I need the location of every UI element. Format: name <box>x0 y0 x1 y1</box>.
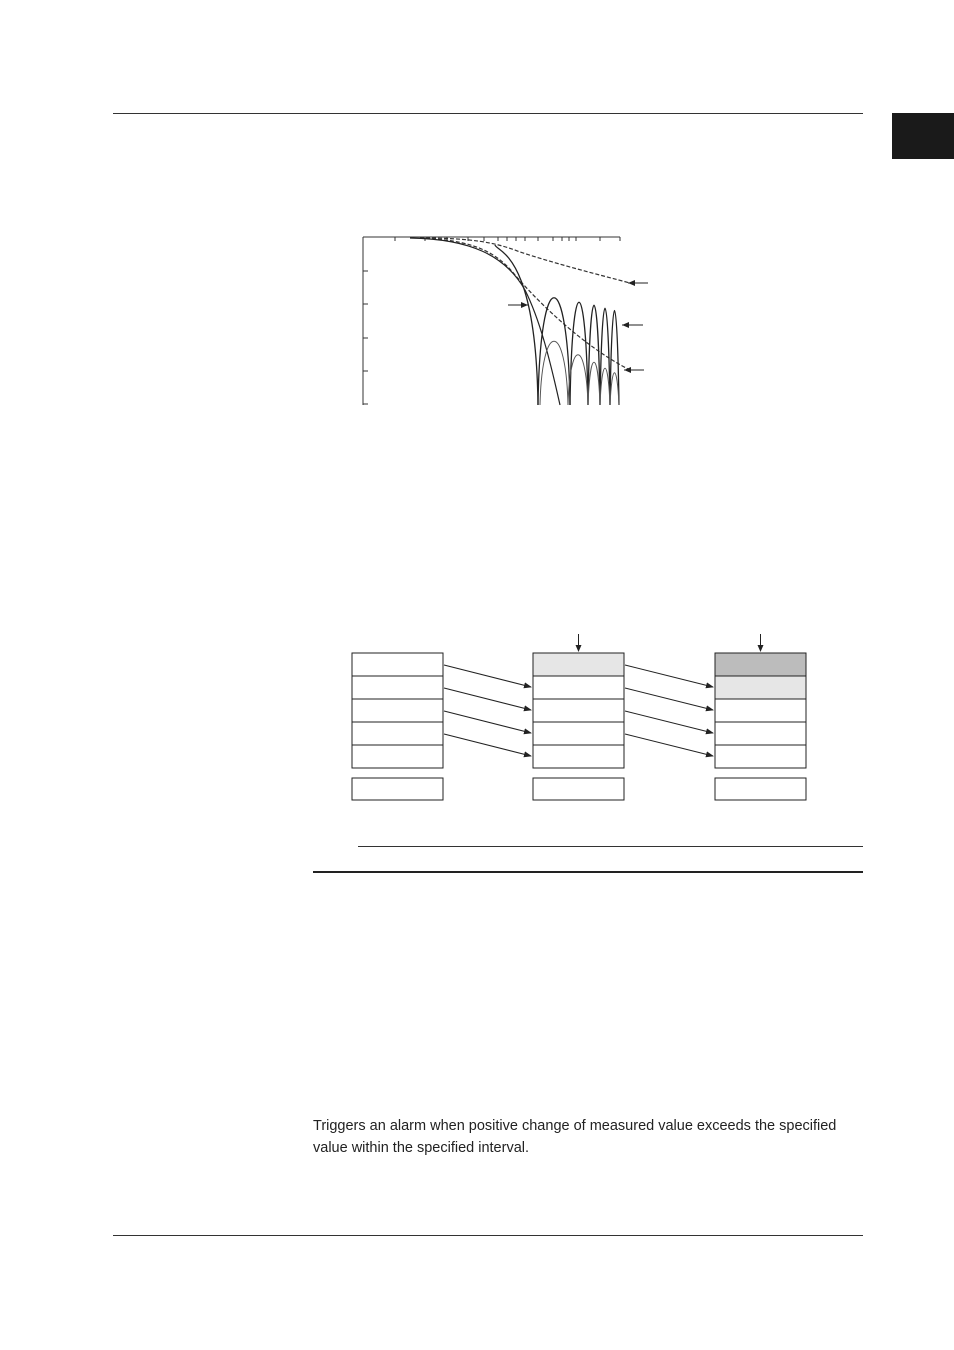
shift-arrow <box>444 711 531 733</box>
shift-arrow <box>625 665 713 687</box>
shift-arrow <box>625 734 713 756</box>
buffer-cell <box>715 676 806 699</box>
shift-arrow <box>444 688 531 710</box>
buffer-stage-2 <box>533 634 624 800</box>
buffer-cell <box>352 653 443 676</box>
buffer-summary-cell <box>533 778 624 800</box>
buffer-cell <box>715 722 806 745</box>
shift-arrow <box>444 734 531 756</box>
buffer-cell <box>533 653 624 676</box>
section-heading-rule <box>313 871 863 873</box>
footer-rule <box>113 1235 863 1236</box>
buffer-summary-cell <box>352 778 443 800</box>
shift-arrow <box>625 688 713 710</box>
alarm-description-text: Triggers an alarm when positive change of measured value exceeds the specified value within the specified interval. <box>313 1118 837 1156</box>
buffer-stage-1 <box>352 653 443 800</box>
figure-separator-rule <box>358 846 863 847</box>
buffer-stage-3 <box>715 634 806 800</box>
buffer-summary-cell <box>715 778 806 800</box>
new-value-input-arrow <box>576 634 582 652</box>
buffer-cell <box>352 722 443 745</box>
buffer-cell <box>715 699 806 722</box>
shift-arrow <box>444 665 531 687</box>
buffer-cell <box>352 699 443 722</box>
shift-arrow <box>625 711 713 733</box>
buffer-cell <box>533 676 624 699</box>
buffer-cell <box>533 722 624 745</box>
buffer-stages <box>352 634 806 800</box>
buffer-cell <box>352 676 443 699</box>
buffer-cell <box>533 699 624 722</box>
buffer-cell <box>715 745 806 768</box>
new-value-input-arrow <box>758 634 764 652</box>
buffer-cell <box>715 653 806 676</box>
buffer-cell <box>533 745 624 768</box>
buffer-cell <box>352 745 443 768</box>
